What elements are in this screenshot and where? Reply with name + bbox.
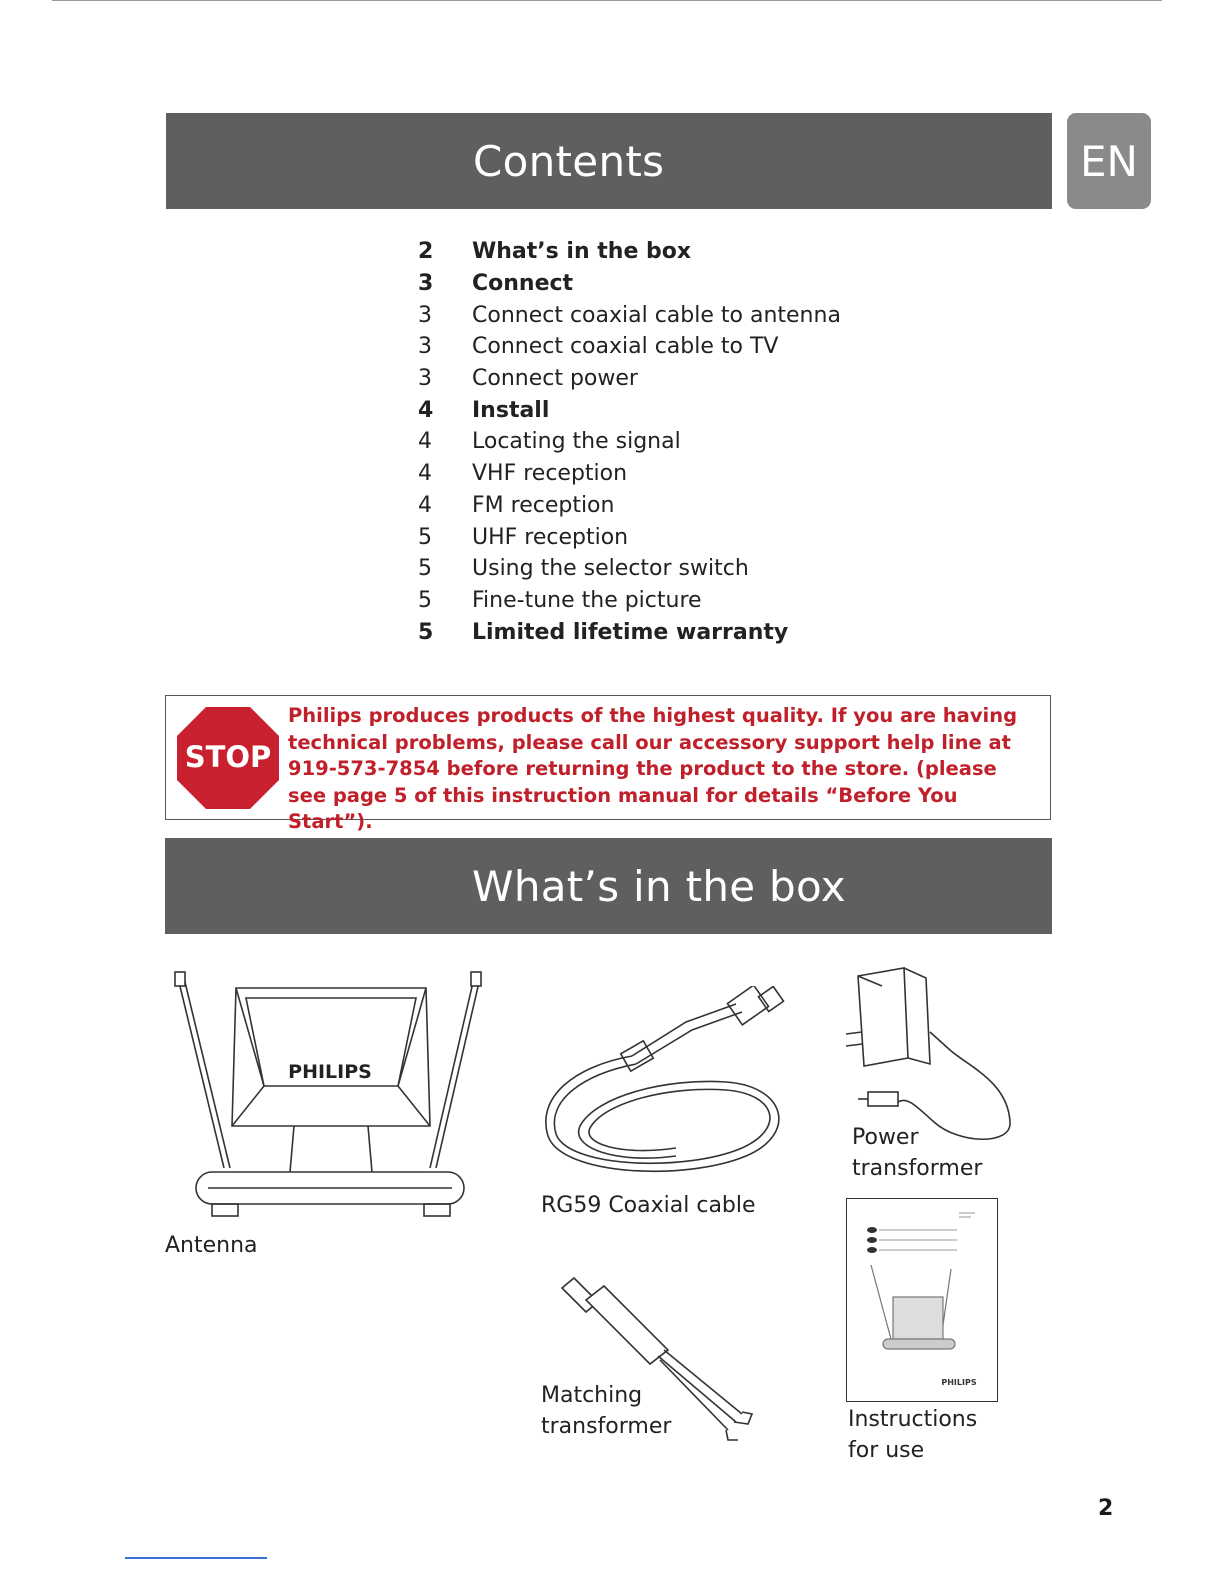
antenna-brand-label: PHILIPS <box>288 1061 372 1083</box>
contents-title: Contents <box>473 137 665 186</box>
antenna-label: Antenna <box>165 1233 258 1258</box>
toc-page-number: 4 <box>418 429 432 455</box>
toc-page-number: 5 <box>418 524 432 550</box>
toc-row <box>418 394 1018 426</box>
cable-label: RG59 Coaxial cable <box>541 1193 756 1218</box>
booklet-cover-icon <box>847 1199 997 1401</box>
language-badge: EN <box>1067 113 1151 209</box>
toc-row <box>418 490 1018 522</box>
instructions-label-line1: Instructions <box>848 1407 978 1432</box>
coaxial-cable-illustration <box>536 986 790 1182</box>
toc-entry-title: Limited lifetime warranty <box>472 619 789 645</box>
toc-entry-title: Locating the signal <box>472 429 681 455</box>
toc-row <box>418 299 1018 331</box>
toc-page-number: 3 <box>418 366 432 392</box>
toc-entry-title: What’s in the box <box>472 239 692 265</box>
toc-page-number: 5 <box>418 619 434 645</box>
whats-in-box-title: What’s in the box <box>472 862 846 911</box>
toc-row <box>418 331 1018 363</box>
toc-page-number: 3 <box>418 302 432 328</box>
top-rule <box>52 0 1162 1</box>
toc-row <box>418 616 1018 648</box>
toc-entry-title: Connect coaxial cable to TV <box>472 334 779 360</box>
toc-page-number: 2 <box>418 239 434 265</box>
toc-page-number: 3 <box>418 271 434 297</box>
toc-entry-title: Fine-tune the picture <box>472 587 702 613</box>
toc-row <box>418 585 1018 617</box>
contents-header-band <box>166 113 1052 209</box>
toc-entry-title: UHF reception <box>472 524 629 550</box>
toc-row <box>418 521 1018 553</box>
notice-text: Philips produces products of the highest quality. If you are having technical problems, please call our accessory support help line at 919-573-7854 before returning the product to the store. (please see page 5 of this instruction manual for details “Before You Start”). <box>288 704 1018 833</box>
toc-entry-title: Using the selector switch <box>472 556 749 582</box>
toc-entry-title: Connect power <box>472 366 638 392</box>
toc-entry-title: Install <box>472 397 550 423</box>
matching-transformer-label-line1: Matching <box>541 1383 643 1408</box>
toc-entry-title: Connect <box>472 271 574 297</box>
toc-page-number: 4 <box>418 397 434 423</box>
support-notice <box>165 695 1051 833</box>
whats-in-box-header-band <box>165 838 1052 934</box>
matching-transformer-label-line2: transformer <box>541 1414 672 1439</box>
toc-page-number: 5 <box>418 587 432 613</box>
toc-row <box>418 458 1018 490</box>
stop-sign-label: STOP <box>184 740 272 774</box>
stop-sign-icon <box>176 706 280 810</box>
antenna-illustration <box>168 968 484 1220</box>
toc-row <box>418 236 1018 268</box>
toc-page-number: 5 <box>418 556 432 582</box>
toc-row <box>418 363 1018 395</box>
instructions-booklet-illustration <box>846 1198 998 1402</box>
toc-page-number: 4 <box>418 461 432 487</box>
toc-entry-title: FM reception <box>472 492 615 518</box>
toc-row <box>418 553 1018 585</box>
instructions-label-line2: for use <box>848 1438 925 1463</box>
booklet-brand-label: PHILIPS <box>941 1378 977 1387</box>
toc-page-number: 4 <box>418 492 432 518</box>
table-of-contents <box>418 236 1018 648</box>
toc-entry-title: VHF reception <box>472 461 628 487</box>
page-number: 2 <box>1098 1496 1114 1521</box>
toc-page-number: 3 <box>418 334 432 360</box>
toc-entry-title: Connect coaxial cable to antenna <box>472 302 841 328</box>
bottom-link-underline <box>125 1557 267 1559</box>
toc-row <box>418 426 1018 458</box>
power-transformer-label-line2: transformer <box>852 1156 983 1181</box>
power-transformer-label-line1: Power <box>852 1125 919 1150</box>
toc-row <box>418 268 1018 300</box>
